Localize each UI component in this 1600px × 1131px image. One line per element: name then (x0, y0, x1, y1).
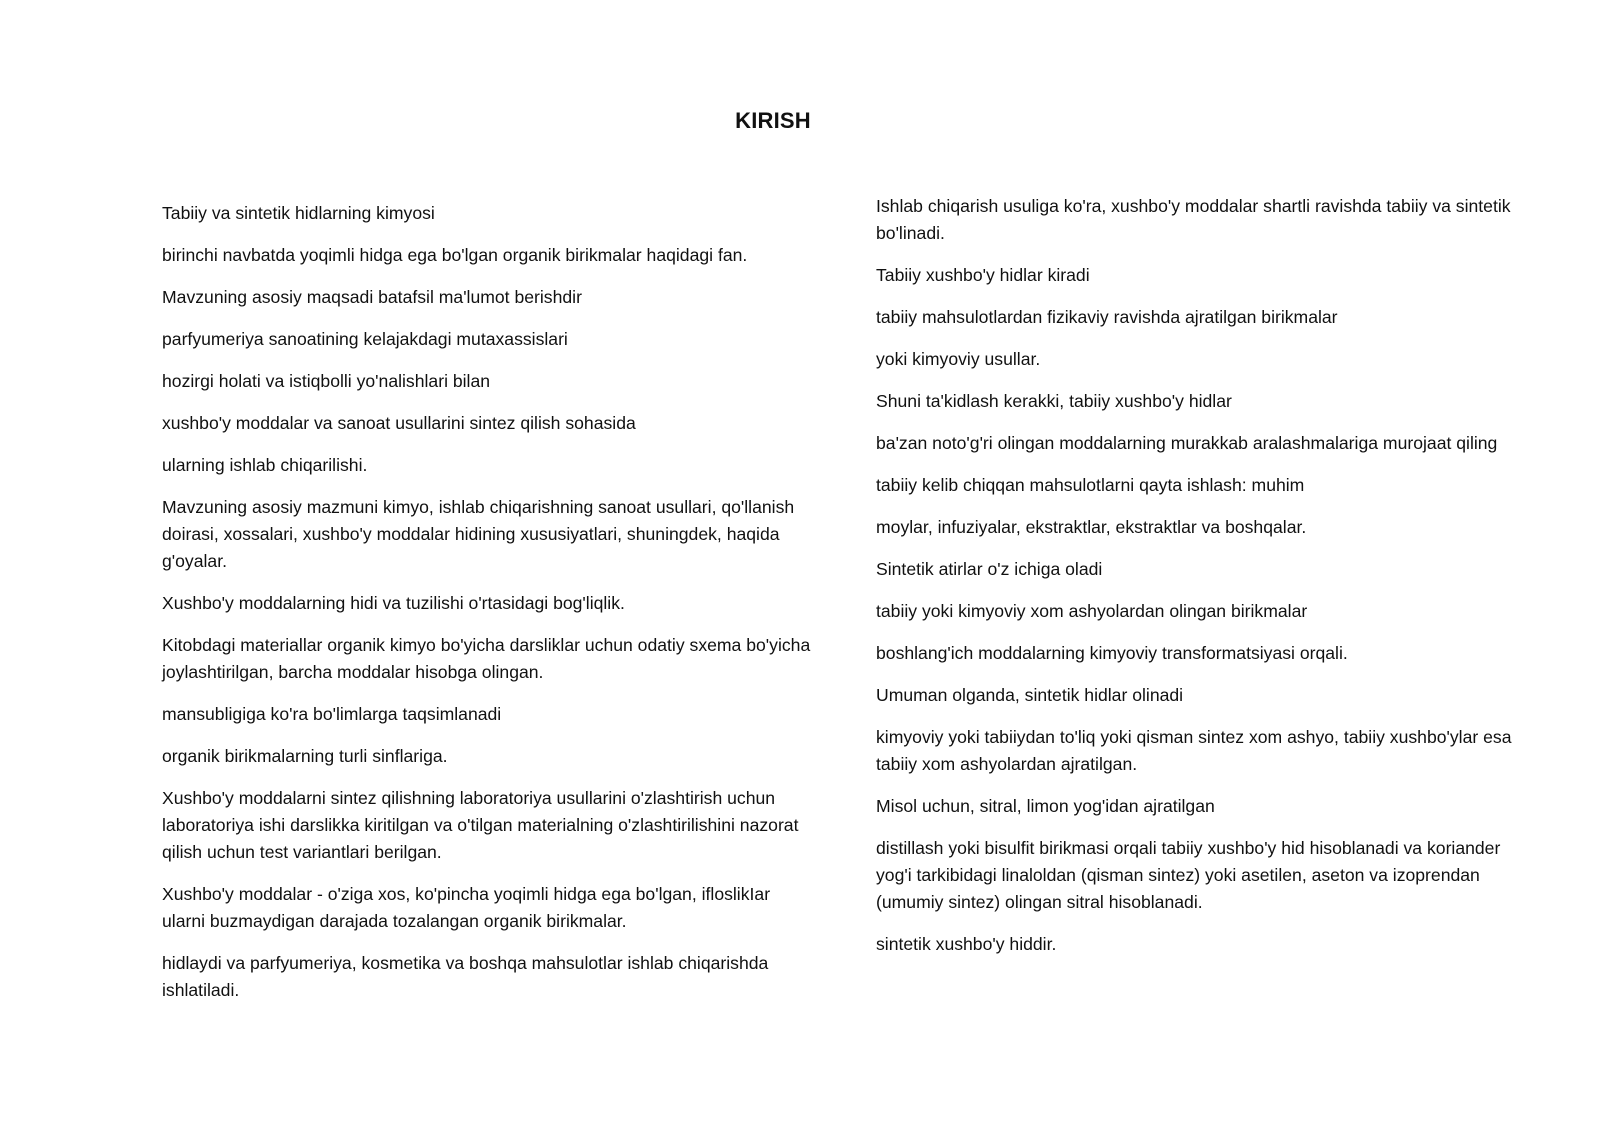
paragraph: Kitobdagi materiallar organik kimyo bo'yicha darsliklar uchun odatiy sxema bo'yicha joylashtirilgan, barcha moddalar hisobga olingan. (162, 635, 811, 682)
left-column (162, 200, 812, 1019)
paragraph: yoki kimyoviy usullar. (876, 349, 1041, 369)
paragraph: mansubligiga ko'ra bo'limlarga taqsimlanadi (162, 704, 502, 724)
paragraph: kimyoviy yoki tabiiydan to'liq yoki qisman sintez xom ashyo, tabiiy xushbo'ylar esa tabiiy xom ashyolardan ajratilgan. (876, 727, 1512, 774)
paragraph: sintetik xushbo'y hiddir. (876, 934, 1057, 954)
paragraph: Misol uchun, sitral, limon yog'idan ajratilgan (876, 796, 1215, 816)
paragraph: hozirgi holati va istiqbolli yo'nalishlari bilan (162, 371, 491, 391)
paragraph: tabiiy mahsulotlardan fizikaviy ravishda ajratilgan birikmalar (876, 307, 1338, 327)
paragraph: hidlaydi va parfyumeriya, kosmetika va boshqa mahsulotlar ishlab chiqarishda ishlatiladi. (162, 953, 769, 1000)
paragraph: Tabiiy xushbo'y hidlar kiradi (876, 265, 1090, 285)
paragraph: tabiiy yoki kimyoviy xom ashyolardan olingan birikmalar (876, 601, 1308, 621)
paragraph: organik birikmalarning turli sinflariga. (162, 746, 448, 766)
paragraph: moylar, infuziyalar, ekstraktlar, ekstraktlar va boshqalar. (876, 517, 1307, 537)
paragraph: xushbo'y moddalar va sanoat usullarini sintez qilish sohasida (162, 413, 636, 433)
paragraph: Ishlab chiqarish usuliga ko'ra, xushbo'y moddalar shartli ravishda tabiiy va sintetik bo'linadi. (876, 196, 1511, 243)
paragraph: tabiiy kelib chiqqan mahsulotlarni qayta ishlash: muhim (876, 475, 1305, 495)
paragraph: distillash yoki bisulfit birikmasi orqali tabiiy xushbo'y hid hisoblanadi va koriander yog'i tarkibidagi linaloldan (qisman sintez) yoki asetilen, aseton va izoprendan (umumiy sintez) olingan sitral hisoblanadi. (876, 838, 1501, 912)
paragraph: ularning ishlab chiqarilishi. (162, 455, 368, 475)
page-title: KIRISH (735, 108, 811, 133)
paragraph: Tabiiy va sintetik hidlarning kimyosi (162, 203, 435, 223)
paragraph: Xushbo'y moddalar - o'ziga xos, ko'pincha yoqimli hidga ega bo'lgan, ifloslikIar ularni buzmaydigan darajada tozalangan organik birikmalar. (162, 884, 771, 931)
paragraph: Mavzuning asosiy mazmuni kimyo, ishlab chiqarishning sanoat usullari, qo'llanish doirasi, xossalari, xushbo'y moddalar hidining xususiyatlari, shuningdek, haqida g'oyalar. (162, 497, 795, 571)
right-column (876, 193, 1532, 973)
paragraph: Umuman olganda, sintetik hidlar olinadi (876, 685, 1184, 705)
paragraph: ba'zan noto'g'ri olingan moddalarning murakkab aralashmalariga murojaat qiling (876, 433, 1498, 453)
paragraph: birinchi navbatda yoqimli hidga ega bo'lgan organik birikmalar haqidagi fan. (162, 245, 748, 265)
paragraph: Sintetik atirlar o'z ichiga oladi (876, 559, 1103, 579)
paragraph: Xushbo'y moddalarning hidi va tuzilishi o'rtasidagi bog'liqlik. (162, 593, 625, 613)
paragraph: Mavzuning asosiy maqsadi batafsil ma'lumot berishdir (162, 287, 582, 307)
paragraph: boshlang'ich moddalarning kimyoviy transformatsiyasi orqali. (876, 643, 1348, 663)
paragraph: Xushbo'y moddalarni sintez qilishning laboratoriya usullarini o'zlashtirish uchun laboratoriya ishi darslikka kiritilgan va o'tilgan materialning o'zlashtirilishini nazorat qilish uchun test variantlari berilgan. (162, 788, 799, 862)
paragraph: parfyumeriya sanoatining kelajakdagi mutaxassislari (162, 329, 568, 349)
paragraph: Shuni ta'kidlash kerakki, tabiiy xushbo'y hidlar (876, 391, 1232, 411)
